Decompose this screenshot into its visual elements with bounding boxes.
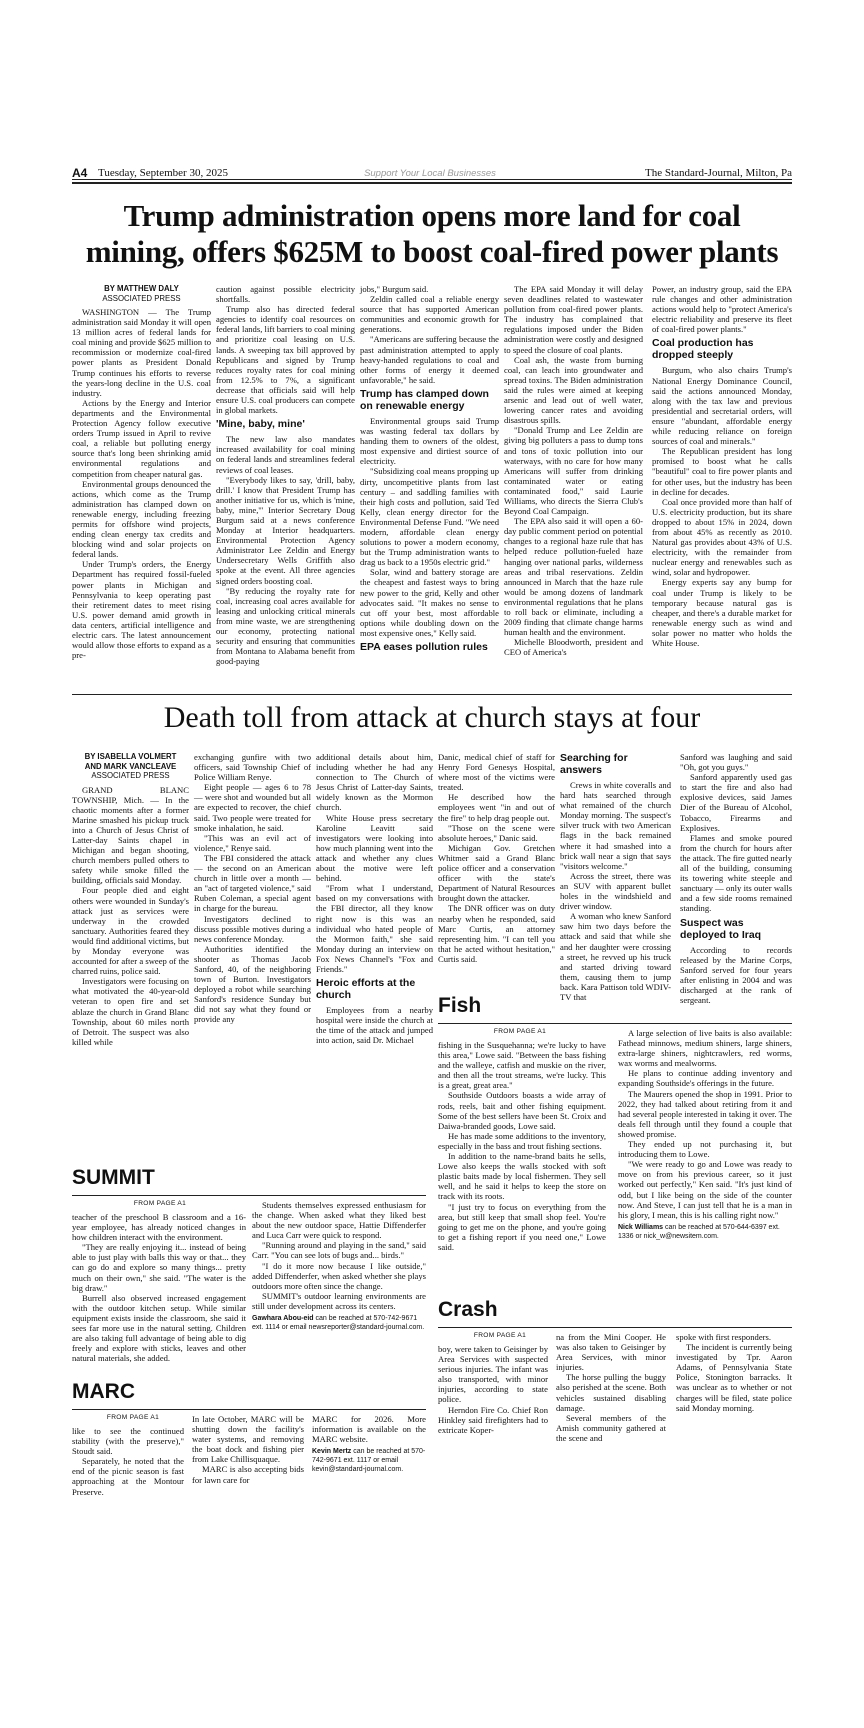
coal-subhead-renewables: Trump has clamped down on renewable energy (360, 387, 489, 412)
coal-headline: Trump administration opens more land for coal mining, offers $625M to boost coal-fired power plants (85, 198, 779, 269)
church-column-1 (72, 752, 189, 1164)
church-column-4 (438, 752, 555, 994)
paragraph: Authorities identified the shooter as Thomas Jacob Sanford, 40, of the neighboring town of Burton. Investigators deployed a robot while searching Sanford's residence Sunday but did not say what they found or provide any (194, 943, 311, 1025)
paragraph: additional details about him, including whether he had any connection to The Church of Jesus Christ of Latter-day Saints, widely known as the Mormon church. (316, 752, 433, 813)
coal-subhead-production: Coal production has dropped steeply (652, 337, 754, 362)
paragraph: Eight people — ages 6 to 78 — were shot and wounded but all are expected to recover, the chief said. Two people were treated for smoke inhalation, he said. (194, 782, 311, 833)
paragraph: SUMMIT's outdoor learning environments are still under development across its centers. (252, 1290, 426, 1311)
paragraph: "I just try to focus on everything from the area, but still keep that small shop feel. You're going to get me on the phone, and you're going to get a fishing report if you need one," Lowe said. (438, 1201, 606, 1252)
paragraph: teacher of the preschool B classroom and a 16-year employee, has already noticed changes in how children interact with the environment. (72, 1212, 246, 1243)
paragraph: A woman who knew Sanford saw him two days before the attack and said that while she and her daughter were crossing a street, he revved up his truck and started driving toward them, causing them to jump back. Kara Pattison told WDIV-TV that (560, 911, 671, 1002)
summit-column-2 (252, 1200, 426, 1372)
paragraph: Crews in white coveralls and hard hats searched through what remained of the church Monday morning. The suspect's silver truck with two American flags in the back remained where it had smashed into a brick wall near a sign that says "visitors welcome." (560, 780, 671, 871)
paragraph: Environmental groups said Trump was wasting federal tax dollars by handing them to owners of the oldest, most expensive and dirtiest source of electricity. (360, 415, 499, 467)
paragraph: "Americans are suffering because the past administration attempted to apply heavy-handed regulations to coal and other forms of energy it deemed unfavorable," he said. (360, 334, 499, 385)
paragraph: They ended up not purchasing it, but introducing them to Lowe. (618, 1139, 792, 1160)
summit-column-1 (72, 1212, 246, 1372)
paragraph: Southside Outdoors boasts a wide array of rods, reels, bait and other fishing equipment. Some of the best sellers have been St. Croix and Daiwa-branded goods, Lowe said. (438, 1090, 606, 1131)
paragraph: "I do it more now because I like outside," added Diffenderfer, when asked whether she plays outdoors more often since the change. (252, 1260, 426, 1291)
paragraph: The incident is currently being investigated by Tpr. Aaron Adams, of Pennsylvania State Police, Stonington barracks. It was unclear as to whether or not charges will be filed, state police said Monday morning. (676, 1342, 792, 1413)
paragraph: He has made some additions to the inventory, especially in the bass and trout fishing sections. (438, 1130, 606, 1151)
paragraph: Sanford was laughing and said "Oh, got you guys." (680, 752, 792, 773)
coal-subhead-epa: EPA eases pollution rules (360, 641, 488, 653)
paragraph: Sanford apparently used gas to start the fire and also had explosive devices, said James Dier of the Bureau of Alcohol, Tobacco, Firearms and Explosives. (680, 772, 792, 833)
fish-column-1 (438, 1040, 606, 1284)
coal-column-3 (360, 284, 499, 684)
paragraph: Michigan Gov. Gretchen Whitmer said a Grand Blanc police officer and a conservation officer with the state's Department of Natural Resources brought down the attacker. (438, 842, 555, 904)
marc-rule (72, 1409, 426, 1410)
church-column-2 (194, 752, 311, 1164)
church-subhead-heroic: Heroic efforts at the church (316, 977, 416, 1002)
paragraph: exchanging gunfire with two officers, said Township Chief of Police William Renye. (194, 752, 311, 783)
paragraph: In late October, MARC will be shutting down the facility's water systems, and removing the boat dock and fishing pier from Lake Chillisquaque. (192, 1414, 304, 1465)
paragraph: Solar, wind and battery storage are the cheapest and fastest ways to bring new power to the grid, Kelly and other advocates said. "It makes no sense to cut off your best, most affordable options while doubling down on the most expensive ones," Kelly said. (360, 567, 499, 638)
coal-column-1 (72, 284, 211, 684)
paragraph: Flames and smoke poured from the church for hours after the attack. The fire gutted nearly all of the building, consuming its towering white steeple and sanctuary — only its outer walls and a few side rooms remained standing. (680, 832, 792, 914)
paragraph: Coal once provided more than half of U.S. electricity production, but its share dropped to about 15% in 2024, down from about 45% as recently as 2010. Natural gas provides about 43% of U.S. electricity, with the remainder from nuclear energy and renewables such as wind, solar and hydropower. (652, 496, 792, 578)
paragraph: Separately, he noted that the end of the picnic season is fast approaching at the Montour Preserve. (72, 1456, 184, 1497)
paragraph: Under Trump's orders, the Energy Department has required fossil-fueled power plants in Michigan and Pennsylvania to keep operating past their retirement dates to meet rising U.S. power demand amid growth in data centers, artificial intelligence and electric cars. The latest announcement would allow those efforts to expand as a pre- (72, 559, 211, 661)
coal-column-5 (652, 284, 792, 684)
paragraph: fishing in the Susquehanna; we're lucky to have this area," Lowe said. "Between the bass fishing and the walleye, catfish and muskie on the river, and then all the trout streams, we're lucky. This is a great, great area." (438, 1040, 606, 1091)
paragraph: Actions by the Energy and Interior departments and the Environmental Protection Agency follow executive orders Trump issued in April to revive coal, a reliable but polluting energy source that's long been shrinking amid environmental regulations and competition from cheaper natural gas. (72, 397, 211, 479)
paragraph: like to see the continued stability (with the preserve)," Stoudt said. (72, 1426, 184, 1457)
paragraph: "Subsidizing coal means propping up dirty, uncompetitive plants from last century – and saddling families with their high costs and pollution, said Ted Kelly, clean energy director for the Environmental Defense Fund. "We need modern, affordable clean energy solutions to power a modern economy, but the Trump administration wants to drag us back to a 1950s electric grid." (360, 466, 499, 568)
paragraph: Michelle Bloodworth, president and CEO of America's (504, 637, 643, 658)
paragraph: According to records released by the Marine Corps, Sanford served for four years after enlisting in 2004 and was discharged at the rank of sergeant. (680, 944, 792, 1005)
church-headline: Death toll from attack at church stays at four (163, 701, 701, 734)
fish-credit: Nick Williams can be reached at 570-644-6397 ext. 1336 or nick_w@newsitem.com. (618, 1223, 780, 1240)
paragraph: "They are really enjoying it... instead of being able to just play with balls this way or that... they can go do and explore so many things... pretty much on their own," she said. "The water is the big draw." (72, 1242, 246, 1293)
coal-subhead-mine-baby: 'Mine, baby, mine' (216, 418, 305, 431)
summit-rule (72, 1195, 426, 1196)
paragraph: The EPA said Monday it will delay seven deadlines related to wastewater pollution from coal-fired power plants. The industry has complained that regulations imposed under the Biden administration were costly and designed to speed the closure of coal plants. (504, 284, 643, 355)
paragraph: White House press secretary Karoline Leavitt said investigators were looking into how much planning went into the attack and whether any clues about the motive were left behind. (316, 812, 433, 884)
paragraph: Power, an industry group, said the EPA rule changes and other administration actions would help to "protect America's electric reliability and preserve its fleet of coal-fired power plants." (652, 284, 792, 335)
paragraph: caution against possible electricity shortfalls. (216, 284, 355, 305)
marc-column-3 (312, 1414, 426, 1506)
fish-title: Fish (438, 994, 482, 1017)
paragraph: Environmental groups denounced the actions, which come as the Trump administration has clamped down on renewable energy, including freezing permits for offshore wind projects, ending clean energy tax credits and blocking wind and solar projects on federal lands. (72, 478, 211, 560)
marc-title: MARC (72, 1380, 135, 1403)
crash-rule (438, 1327, 792, 1328)
marc-column-2 (192, 1414, 304, 1506)
church-subhead-iraq: Suspect was deployed to Iraq (680, 916, 762, 941)
paragraph: The DNR officer was on duty nearby when he responded, said Marc Curtis, an attorney representing him. "I can tell you that he acted without hesitation," Curtis said. (438, 903, 555, 964)
summit-credit: Gawhara Abou-eid can be reached at 570-742-9671 ext. 1114 or email newsreporter@standard-journal.com. (252, 1315, 425, 1332)
coal-column-2 (216, 284, 355, 684)
crash-from-page: FROM PAGE A1 (473, 1332, 527, 1339)
paragraph: "We were ready to go and Lowe was ready to move on from his previous career, so it just worked out perfectly," Ken said. "It's just kind of odd, but I like being on the side of the counter now. And Steve, I can just tell that he is a man in his glory, I mean, this is his calling right now." (618, 1159, 792, 1220)
paragraph: Coal ash, the waste from burning coal, can leach into groundwater and spread toxins. The Biden administration said the rules were aimed at keeping arsenic and lead out of well water, lowering cancer rates and avoiding disastrous spills. (504, 354, 643, 426)
paragraph: "By reducing the royalty rate for coal, increasing coal acres available for leasing and unlocking critical minerals from mine waste, we are strengthening our economy, protecting national security and ensuring that communities from Montana to Alabama benefit from good-paying (216, 585, 355, 667)
church-byline: BY ISABELLA VOLMERT AND MARK VANCLEAVE ASSOCIATED PRESS (84, 752, 177, 780)
crash-column-2 (556, 1332, 666, 1464)
fish-rule (438, 1023, 792, 1024)
paragraph: Zeldin called coal a reliable energy source that has supported American communities and economic growth for generations. (360, 294, 499, 335)
paragraph: WASHINGTON — The Trump administration said Monday it will open 13 million acres of federal lands for coal mining and provide $625 million to recommission or modernize coal-fired power plants as President Donald Trump continues his efforts to reverse the years-long decline in the U.S. coal industry. (72, 307, 211, 398)
church-column-5 (560, 752, 671, 1002)
paragraph: The horse pulling the buggy also perished at the scene. Both vehicles sustained disabling damage. (556, 1372, 666, 1413)
paragraph: A large selection of live baits is also available: Fathead minnows, medium shiners, large shiners, extra-large shiners, nightcrawlers, red worms, wax worms and mealworms. (618, 1028, 792, 1069)
paragraph: Burgum, who also chairs Trump's National Energy Dominance Council, said the actions announced Monday, along with the tax law and previous presidential and secretarial orders, will ensure "abundant, affordable energy while reducing reliance on foreign sources of coal and minerals." (652, 365, 792, 447)
paper-name: The Standard-Journal, Milton, Pa (645, 167, 792, 179)
fish-column-2 (618, 1028, 792, 1284)
header-top-rule (72, 179, 792, 180)
coal-column-4 (504, 284, 643, 684)
paragraph: Investigators declined to discuss possible motives during a news conference Monday. (194, 913, 311, 944)
paragraph: He described how the employees went "in and out of the fire" to help drag people out. (438, 792, 555, 823)
paragraph: Trump also has directed federal agencies to identify coal resources on federal lands, lift barriers to coal mining and prioritize coal leasing on U.S. lands. A sweeping tax bill approved by Republicans and signed by Trump reduces royalty rates for coal mining from 12.5% to 7%, a significant decrease that officials said will help ensure U.S. coal producers can compete in global markets. (216, 304, 355, 416)
paragraph: Four people died and eight others were wounded in Sunday's attack just as services were underway in the crowded sanctuary. Authorities feared they would find additional victims, but by Monday everyone was accounted for after a sweep of the charred ruins, police said. (72, 885, 189, 977)
church-column-6 (680, 752, 792, 1005)
paragraph: The FBI considered the attack — the second on an American church in little over a month — an "act of targeted violence," said Ruben Coleman, a special agent in charge for the bureau. (194, 852, 311, 914)
slogan: Support Your Local Businesses (364, 168, 496, 179)
paragraph: "Donald Trump and Lee Zeldin are giving big polluters a pass to dump tons and tons of toxic pollution into our waterways, with no care for how many Americans will suffer from drinking contaminated water or eating contaminated food," said Laurie Williams, who directs the Sierra Club's Beyond Coal Campaign. (504, 425, 643, 517)
paragraph: He plans to continue adding inventory and expanding Southside's offerings in the future. (618, 1068, 792, 1089)
paragraph: Across the street, there was an SUV with apparent bullet holes in the windshield and driver window. (560, 870, 671, 912)
church-subhead-answers: Searching for answers (560, 752, 628, 776)
church-column-3 (316, 752, 433, 1164)
crash-column-3 (676, 1332, 792, 1464)
crash-column-1 (438, 1344, 548, 1464)
coal-byline: BY MATTHEW DALY ASSOCIATED PRESS (102, 284, 181, 303)
paragraph: "Everybody likes to say, 'drill, baby, drill.' I know that President Trump has another initiative for us, which is 'mine, baby, mine,'" Interior Secretary Doug Burgum said at a news conference Monday at Interior headquarters. Environmental Protection Agency Administrator Lee Zeldin and Energy Undersecretary Wells Griffith also spoke at the event. All three agencies signed orders boosting coal. (216, 474, 355, 586)
issue-date: Tuesday, September 30, 2025 (98, 167, 228, 179)
marc-credit: Kevin Mertz can be reached at 570-742-9671 ext. 1117 or email kevin@standard-journal.com. (312, 1448, 426, 1474)
paragraph: In addition to the name-brand baits he sells, Lowe also keeps the walls stocked with soft plastic baits made by local fishermen. They sell well, and he said it helps to keep the store on track with its roots. (438, 1151, 606, 1202)
section-divider (72, 694, 792, 695)
paragraph: "Running around and playing in the sand," said Carr. "You can see lots of bugs and... birds." (252, 1240, 426, 1261)
header-rule (72, 182, 792, 184)
summit-from-page: FROM PAGE A1 (133, 1200, 187, 1207)
paragraph: "From what I understand, based on my conversations with the FBI director, all they know right now is this was an individual who hated people of the Mormon faith," she said Monday during an interview on Fox News Channel's "Fox and Friends." (316, 883, 433, 974)
paragraph: "This was an evil act of violence," Renye said. (194, 832, 311, 853)
paragraph: The new law also mandates increased availability for coal mining on federal lands and streamlines federal reviews of coal leases. (216, 434, 355, 475)
paragraph: MARC for 2026. More information is available on the MARC website. (312, 1414, 426, 1445)
paragraph: The Maurers opened the shop in 1991. Prior to 2022, they had talked about retiring from it and had several people interested in taking it over. The deals fell through until they found a couple that showed promise. (618, 1088, 792, 1139)
paragraph: "Those on the scene were absolute heroes," Danic said. (438, 822, 555, 843)
marc-from-page: FROM PAGE A1 (106, 1414, 160, 1421)
marc-column-1 (72, 1426, 184, 1506)
paragraph: Herndon Fire Co. Chief Ron Hinkley said firefighters had to extricate Koper- (438, 1404, 548, 1435)
paragraph: Several members of the Amish community gathered at the scene and (556, 1412, 666, 1443)
page-number: A4 (72, 166, 88, 180)
fish-from-page: FROM PAGE A1 (493, 1028, 547, 1035)
paragraph: The EPA also said it will open a 60-day public comment period on potential changes to a regional haze rule that has helped reduce pollution-fueled haze hanging over national parks, wilderness areas and tribal reservations. Zeldin announced in March that the haze rule would be among dozens of landmark environmental regulations that he plans to roll back or eliminate, including a 2009 finding that climate change harms human health and the environment. (504, 516, 643, 638)
paragraph: jobs," Burgum said. (360, 284, 429, 294)
paragraph: Danic, medical chief of staff for Henry Ford Genesys Hospital, where most of the victims were treated. (438, 752, 555, 793)
paragraph: na from the Mini Cooper. He was also taken to Geisinger by Area Services, with minor injuries. (556, 1332, 666, 1373)
paragraph: Investigators were focusing on what motivated the 40-year-old veteran to open fire and set ablaze the church in Grand Blanc Township, about 60 miles north of Detroit. The suspect was also killed while (72, 976, 189, 1047)
paragraph: MARC is also accepting bids for lawn care for (192, 1464, 304, 1485)
paragraph: Students themselves expressed enthusiasm for the change. When asked what they liked best about the new outdoor space, Hattie Diffenderfer and Luca Carr were quick to respond. (252, 1200, 426, 1241)
crash-title: Crash (438, 1298, 498, 1321)
paragraph: GRAND BLANC TOWNSHIP, Mich. — In the chaotic moments after a former Marine smashed his pickup truck into a Church of Jesus Christ of Latter-day Saints chapel in Michigan and began shooting, church members pulled others to safety while smoke filled the building, officials said Monday. (72, 784, 189, 886)
paragraph: The Republican president has long promised to boost what he calls "beautiful" coal to fire power plants and for other uses, but the industry has been in decline for decades. (652, 446, 792, 497)
summit-title: SUMMIT (72, 1166, 155, 1189)
paragraph: boy, were taken to Geisinger by Area Services with suspected serious injuries. The infant was also transported, with minor injuries, according to state police. (438, 1344, 548, 1405)
paragraph: Employees from a nearby hospital were inside the church at the time of the attack and jumped into action, said Dr. Michael (316, 1005, 433, 1046)
paragraph: Burrell also observed increased engagement with the outdoor kitchen setup. While similar equipment exists inside the classroom, she said it sees far more use in the natural setting. Children are also taking full advantage of being able to dig freely and explore with sticks, leaves and other natural materials, she added. (72, 1292, 246, 1364)
paragraph: spoke with first responders. (676, 1332, 771, 1342)
paragraph: Energy experts say any bump for coal under Trump is likely to be temporary because natural gas is cheaper, and there's a durable market for renewable energy such as wind and solar power no matter who holds the White House. (652, 577, 792, 648)
